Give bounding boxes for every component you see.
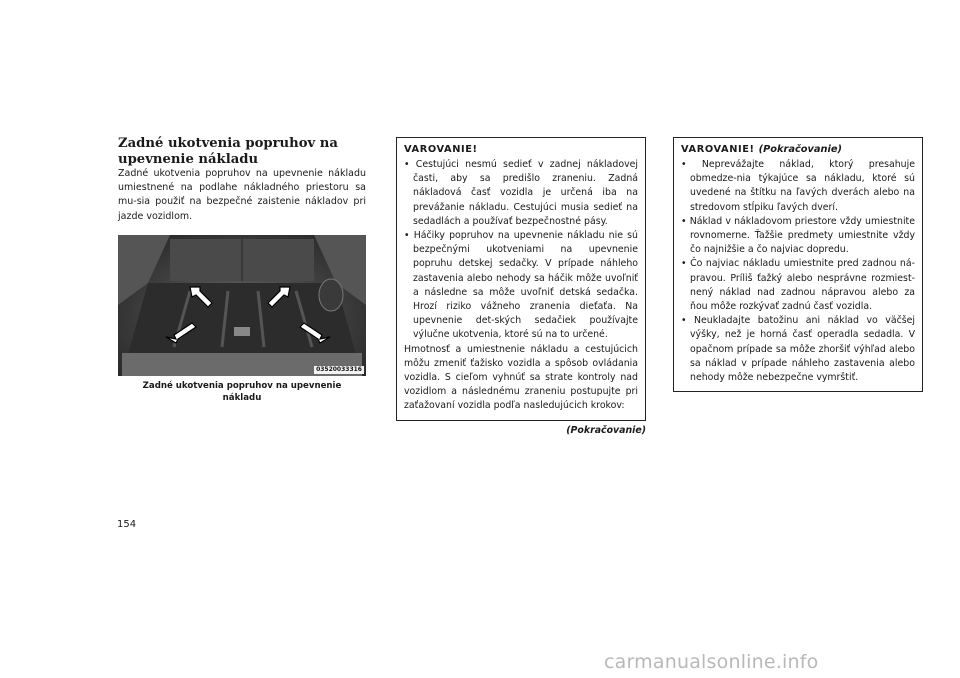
watermark: carmanualsonline.info xyxy=(604,651,819,673)
warning-continuation: (Pokračovanie) xyxy=(758,144,842,155)
warning-title-text: VAROVANIE! xyxy=(681,144,755,155)
figure-code: 03520033316 xyxy=(316,365,362,373)
warning-paragraph: Hmotnosť a umiestnenie nákladu a cestujúcich môžu zmeniť ťažisko vozidla a spôsob ovládania vozidla. S cieľom vyhnúť sa strate kontroly nad vozidlom a následnému zraneniu postupujte pri zaťažovaní vozidla podľa nasledujúcich krokov: xyxy=(404,343,638,412)
figure-caption: Zadné ukotvenia popruhov na upevnenie nákladu xyxy=(142,380,342,403)
warning-bullet-list xyxy=(681,158,915,385)
right-column xyxy=(673,137,925,392)
warning-bullet: • Neukladajte batožinu ani náklad vo väčšej výšky, než je horná časť operadla sedadla. V opačnom prípade sa môže zhoršiť výhľad alebo sa náklad v prípade náhleho zastavenia alebo nehody môže nebezpečne vymrštiť. xyxy=(681,314,915,385)
warning-box xyxy=(396,137,646,421)
page-number: 154 xyxy=(117,519,137,530)
cargo-area-illustration xyxy=(118,235,366,376)
warning-bullet: • Cestujúci nesmú sedieť v zadnej nákladovej časti, aby sa predišlo zraneniu. Zadná nákladová časť vozidla je určená iba na prevážanie nákladu. Cestujúci musia sedieť na sedadlách a používať bezpečnostné pásy. xyxy=(404,158,638,229)
warning-bullet: • Čo najviac nákladu umiestnite pred zadnou ná-pravou. Príliš ťažký alebo nesprávne rozmiest-nený náklad nad zadnou nápravou alebo za ňou môže rozkývať zadnú časť vozidla. xyxy=(681,257,915,314)
latch xyxy=(234,327,250,336)
speaker-grille xyxy=(319,279,343,311)
warning-bullet: • Náklad v nákladovom priestore vždy umiestnite rovnomerne. Ťažšie predmety umiestnite vždy čo najnižšie a čo najviac dopredu. xyxy=(681,215,915,258)
left-column xyxy=(118,136,366,404)
warning-title-text: VAROVANIE! xyxy=(404,144,478,155)
warning-bullet-list xyxy=(404,158,638,343)
warning-bullet: • Háčiky popruhov na upevnenie nákladu nie sú bezpečnými ukotveniami na upevnenie popruhu detskej sedačky. V prípade náhleho zastavenia alebo nehody sa háčik môže uvoľniť a následne sa môže uvoľniť detská sedačka. Hrozí riziko vážneho zranenia dieťaťa. Na upevnenie det-ských sedačiek používajte výlučne ukotvenia, ktoré sú na to určené. xyxy=(404,229,638,343)
section-title: Zadné ukotvenia popruhov na upevnenie nákladu xyxy=(118,136,338,167)
warning-title xyxy=(681,143,915,157)
warning-title xyxy=(404,143,638,157)
middle-column xyxy=(396,137,646,436)
cargo-tiedown-photo xyxy=(118,235,366,376)
section-body: Zadné ukotvenia popruhov na upevnenie nákladu umiestnené na podlahe nákladného priestoru sa mu-sia použiť na bezpečné zaistenie nákladov pri jazde vozidlom. xyxy=(118,168,366,222)
warning-bullet: • Neprevážajte náklad, ktorý presahuje obmedze-nia týkajúce sa nákladu, ktoré sú uvedené na štítku na ľavých dverách alebo na stredovom stĺpiku ľavých dverí. xyxy=(681,158,915,215)
warning-box-continued xyxy=(673,137,923,392)
continued-label: (Pokračovanie) xyxy=(566,424,646,436)
